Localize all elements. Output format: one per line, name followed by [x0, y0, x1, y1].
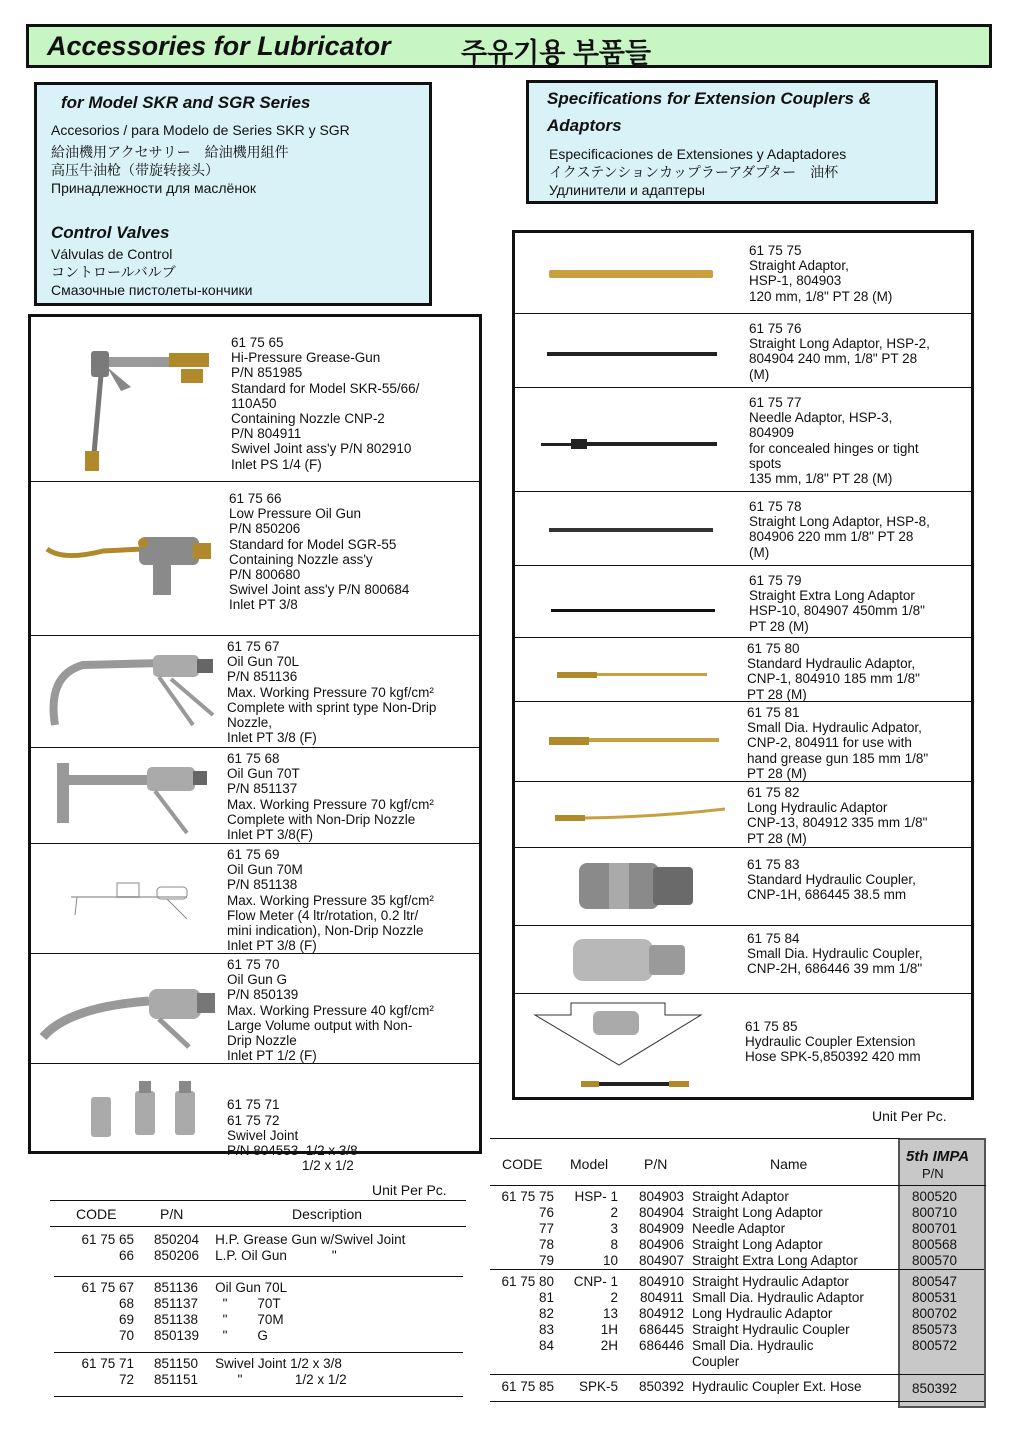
small-coupler-image [573, 935, 689, 990]
text-line: 851136 [154, 1280, 199, 1295]
control-valves-lines [51, 245, 253, 299]
text-line: P/N 851138 [227, 877, 298, 893]
text-line: CNP-2, 804911 for use with [747, 735, 912, 751]
text-line: 61 75 85 [501, 1379, 554, 1394]
text-line: 61 75 77 [749, 395, 802, 410]
text-line: Swivel Joint [227, 1127, 299, 1143]
adaptor-image [551, 601, 715, 619]
text-line: 61 75 85 [745, 1019, 798, 1034]
table-row [54, 1328, 463, 1344]
oil-gun-g-image [39, 967, 229, 1058]
product-text [749, 573, 925, 634]
right-info-heading-2: Adaptors [547, 116, 622, 135]
table-row [54, 1296, 463, 1312]
text-line: P/N 850206 [229, 521, 301, 537]
text-line: 61 75 65 [81, 1232, 134, 1247]
text-line: Large Volume output with Non- [227, 1017, 413, 1033]
text-line: Straight Long Adaptor [692, 1237, 823, 1252]
product-text [227, 639, 436, 745]
oil-gun-70l-image [43, 645, 223, 742]
col-header: CODE [76, 1206, 117, 1222]
text-line: 77 [538, 1221, 554, 1236]
text-line: 135 mm, 1/8" PT 28 (M) [749, 471, 893, 487]
unit-label-right: Unit Per Pc. [872, 1108, 947, 1124]
table-row [490, 1221, 984, 1237]
text-line: 61 75 71 [81, 1356, 134, 1371]
text-line: 2 [610, 1290, 618, 1305]
text-line: 804906 [638, 1237, 684, 1252]
text-line: 76 [538, 1205, 554, 1220]
text-line: Complete with Non-Drip Nozzle [227, 811, 416, 827]
impa-header: 5th IMPA [906, 1148, 970, 1165]
info-line: Принадлежности для маслёнок [51, 180, 256, 196]
text-line: 61 75 84 [747, 931, 800, 946]
text-line: Swivel Joint ass'y P/N 800684 [229, 582, 410, 598]
info-line: 高压牛油枪（带旋转接头） [51, 162, 219, 178]
text-line: Straight Extra Long Adaptor [692, 1253, 858, 1268]
text-line: 1H [600, 1322, 618, 1337]
text-line: 10 [602, 1253, 618, 1268]
text-line: Oil Gun 70L [227, 654, 300, 670]
table-row [490, 1338, 984, 1375]
col-header: Model [570, 1156, 609, 1172]
text-line: 61 75 80 [501, 1274, 554, 1289]
divider [50, 1200, 466, 1201]
text-line: Long Hydraulic Adaptor [692, 1306, 833, 1321]
text-line: Needle Adaptor, HSP-3, [749, 410, 893, 426]
text-line: 61 75 82 [747, 785, 800, 800]
text-line: P/N 851137 [227, 781, 298, 797]
text-line: P/N 804553 1/2 x 3/8 [227, 1143, 358, 1159]
text-line: 2 [610, 1205, 618, 1220]
text-line: CNP-13, 804912 335 mm 1/8" [747, 815, 928, 831]
text-line: Straight Adaptor [692, 1189, 789, 1204]
col-header: Name [770, 1156, 808, 1172]
product-text [227, 751, 434, 842]
text-line: 70 [118, 1328, 134, 1343]
text-line: 83 [538, 1322, 554, 1337]
info-line: Удлинители и адаптеры [549, 182, 705, 198]
text-line: 69 [118, 1312, 134, 1327]
text-line: 851151 [154, 1372, 199, 1387]
left-info-lines [51, 121, 350, 197]
product-item [515, 637, 971, 702]
text-line: spots [749, 455, 782, 471]
product-item [515, 847, 971, 926]
left-products-panel [28, 314, 482, 1174]
text-line: 800547 [912, 1274, 958, 1289]
text-line: Nozzle, [227, 715, 273, 731]
product-item [515, 233, 971, 314]
text-line: P/N 804911 [231, 426, 302, 442]
text-line: " 70T [215, 1296, 281, 1311]
table-row [490, 1270, 984, 1291]
text-line: Hi-Pressure Grease-Gun [231, 350, 381, 366]
col-header: CODE [502, 1156, 543, 1172]
impa-subheader: P/N [922, 1166, 944, 1181]
control-valves-heading: Control Valves [51, 223, 170, 242]
text-line: 686445 [638, 1322, 684, 1337]
text-line: (M) [749, 544, 770, 560]
text-line: Long Hydraulic Adaptor [747, 800, 888, 816]
product-item [31, 481, 479, 636]
table-row [490, 1253, 984, 1270]
product-item [31, 317, 479, 482]
text-line: H.P. Grease Gun w/Swivel Joint [215, 1232, 406, 1247]
text-line: Standard Hydraulic Adaptor, [747, 656, 916, 672]
table-row [54, 1232, 463, 1248]
table-row [54, 1356, 463, 1372]
text-line: Oil Gun 70T [227, 766, 300, 782]
product-text [749, 321, 930, 382]
oil-gun-70m-image [67, 867, 207, 932]
product-text [747, 785, 927, 846]
text-line: 800572 [912, 1338, 958, 1353]
product-item [515, 925, 971, 994]
text-line: 110A50 [231, 395, 277, 411]
text-line: Straight Long Adaptor [692, 1205, 823, 1220]
text-line: 61 75 67 [81, 1280, 134, 1295]
product-text [227, 957, 434, 1063]
text-line: PT 28 (M) [747, 686, 807, 702]
text-line: Small Dia. Hydraulic Coupler, [747, 946, 923, 962]
text-line: 850139 [154, 1328, 200, 1343]
text-line: Straight Long Adaptor, HSP-8, [749, 514, 930, 530]
table-row [54, 1312, 463, 1328]
text-line: 804906 220 mm 1/8" PT 28 [749, 529, 914, 545]
product-item [31, 843, 479, 954]
text-line: Standard for Model SKR-55/66/ [231, 380, 420, 396]
text-line: 66 [118, 1248, 134, 1263]
text-line: 851137 [154, 1296, 199, 1311]
text-line: 78 [538, 1237, 554, 1252]
text-line: P/N 851985 [231, 365, 303, 381]
text-line: Inlet PS 1/4 (F) [231, 456, 322, 472]
text-line: 120 mm, 1/8" PT 28 (M) [749, 288, 893, 304]
text-line: 804907 [638, 1253, 684, 1268]
text-line: 61 75 80 [747, 641, 800, 656]
text-line: Straight Adaptor, [749, 258, 849, 274]
text-line: Straight Hydraulic Coupler [692, 1322, 850, 1337]
hydraulic-adaptor-image [557, 667, 707, 685]
page-title: Accessories for Lubricator [47, 31, 391, 61]
text-line: CNP-2H, 686446 39 mm 1/8" [747, 961, 923, 977]
text-line: HSP-10, 804907 450mm 1/8" [749, 603, 925, 619]
text-line: Containing Nozzle CNP-2 [231, 411, 385, 427]
text-line: 61 75 83 [747, 857, 800, 872]
page-title-korean: 주유기용 부품들 [461, 38, 652, 68]
table-row [490, 1375, 984, 1402]
adaptor-image [549, 521, 713, 539]
text-line: 2H [600, 1338, 618, 1353]
info-line: Válvulas de Control [51, 246, 173, 262]
product-text [747, 931, 923, 977]
text-line: Swivel Joint ass'y P/N 802910 [231, 441, 412, 457]
text-line: 804904 240 mm, 1/8" PT 28 [749, 351, 918, 367]
text-line: Drip Nozzle [227, 1033, 297, 1049]
text-line: (M) [749, 366, 770, 382]
left-info-heading: for Model SKR and SGR Series [61, 93, 311, 112]
text-line: Max. Working Pressure 70 kgf/cm² [227, 796, 434, 812]
product-item [515, 313, 971, 388]
product-item [31, 635, 479, 748]
product-item [515, 701, 971, 782]
adaptor-image [547, 345, 717, 363]
needle-adaptor-image [541, 437, 717, 456]
product-item [515, 781, 971, 848]
divider [490, 1185, 986, 1186]
text-line: Standard Hydraulic Coupler, [747, 872, 916, 888]
text-line: 61 75 71 [227, 1097, 280, 1113]
col-header: P/N [644, 1156, 668, 1172]
product-text [229, 491, 409, 613]
text-line: 850392 [912, 1381, 958, 1396]
table-row [490, 1306, 984, 1322]
text-line: for concealed hinges or tight [749, 440, 919, 456]
long-hydraulic-adaptor-image [555, 805, 725, 830]
text-line: 81 [538, 1290, 554, 1305]
text-line: PT 28 (M) [749, 618, 809, 634]
text-line: Low Pressure Oil Gun [229, 506, 362, 522]
divider [490, 1138, 900, 1139]
product-text [747, 641, 920, 702]
text-line: 851138 [154, 1312, 199, 1327]
left-info-box [34, 82, 432, 306]
text-line: 61 75 78 [749, 499, 802, 514]
text-line: Straight Extra Long Adaptor [749, 588, 915, 604]
product-text [749, 243, 892, 304]
text-line: 800520 [912, 1189, 958, 1204]
product-text [749, 499, 930, 560]
text-line: " G [215, 1328, 268, 1343]
info-line: イクステンションカップラーアダプター 油杯 [549, 164, 839, 180]
text-line: 61 75 66 [229, 491, 282, 506]
text-line: 61 75 65 [231, 335, 284, 350]
table-row [490, 1189, 984, 1205]
right-products-panel [512, 230, 974, 1100]
product-item [31, 953, 479, 1064]
product-item [31, 1063, 479, 1174]
text-line: 804912 [638, 1306, 684, 1321]
text-line: Straight Long Adaptor, HSP-2, [749, 336, 930, 352]
text-line: 68 [118, 1296, 134, 1311]
text-line: 804911 [639, 1290, 684, 1305]
text-line: CNP-1H, 686445 38.5 mm [747, 887, 907, 903]
text-line: 61 75 69 [227, 847, 280, 862]
text-line: Hydraulic Coupler Extension [745, 1034, 916, 1050]
text-line: Standard for Model SGR-55 [229, 536, 397, 552]
text-line: P/N 800680 [229, 567, 301, 583]
text-line: 61 75 79 [749, 573, 802, 588]
text-line: PT 28 (M) [747, 830, 807, 846]
product-item [515, 993, 971, 1097]
text-line: 61 75 67 [227, 639, 280, 654]
hydraulic-coupler-image [579, 859, 699, 918]
info-line: コントロールバルブ [51, 264, 176, 280]
product-text [227, 1067, 358, 1204]
text-line: 800570 [912, 1253, 958, 1268]
text-line: Flow Meter (4 ltr/rotation, 0.2 ltr/ [227, 907, 419, 923]
text-line: 800531 [912, 1290, 958, 1305]
page-title-bar [26, 24, 992, 68]
table-row [490, 1237, 984, 1253]
text-line: 804904 [638, 1205, 684, 1220]
text-line: Complete with sprint type Non-Drip [227, 699, 437, 715]
product-text [749, 395, 919, 486]
table-row [54, 1280, 463, 1296]
text-line: P/N 850139 [227, 987, 299, 1003]
text-line: 84 [538, 1338, 554, 1353]
text-line: SPK-5 [578, 1379, 618, 1394]
text-line: 800710 [912, 1205, 958, 1220]
text-line: Straight Hydraulic Adaptor [692, 1274, 849, 1289]
text-line: Inlet PT 3/8 (F) [227, 938, 317, 954]
text-line: 804909 [749, 425, 795, 441]
text-line: Inlet PT 1/2 (F) [227, 1048, 317, 1064]
text-line: 61 75 75 [501, 1189, 554, 1204]
col-header: Description [292, 1206, 363, 1222]
product-text [747, 705, 928, 781]
text-line: L.P. Oil Gun " [215, 1248, 337, 1263]
right-info-box [526, 80, 938, 204]
text-line: 851150 [154, 1356, 199, 1371]
table-row [490, 1290, 984, 1306]
text-line: Needle Adaptor [692, 1221, 786, 1236]
text-line: Max. Working Pressure 70 kgf/cm² [227, 684, 434, 700]
text-line: 1/2 x 1/2 [227, 1158, 354, 1174]
product-item [515, 491, 971, 566]
text-line: Small Dia. Hydraulic Adpator, [747, 720, 922, 736]
product-text [747, 857, 916, 903]
info-line: Accesorios / para Modelo de Series SKR y SGR [51, 122, 350, 138]
text-line: 850204 [154, 1232, 200, 1247]
text-line: 61 75 68 [227, 751, 280, 766]
text-line: 804910 [638, 1274, 684, 1289]
text-line: 61 75 81 [747, 705, 800, 720]
right-spec-table [490, 1189, 984, 1402]
text-line: 800701 [912, 1221, 958, 1236]
text-line: Small Dia. Hydraulic Adaptor [692, 1290, 864, 1305]
text-line: Inlet PT 3/8 [229, 597, 298, 613]
text-line: Oil Gun 70M [227, 862, 303, 878]
text-line: 8 [610, 1237, 618, 1252]
product-text [227, 847, 434, 953]
text-line: 61 75 76 [749, 321, 802, 336]
oil-gun-70t-image [47, 755, 217, 844]
text-line: CNP-1, 804910 185 mm 1/8" [747, 671, 920, 687]
text-line: Inlet PT 3/8 (F) [227, 730, 317, 746]
table-row [490, 1322, 984, 1338]
text-line: Oil Gun G [227, 972, 288, 988]
product-item [515, 565, 971, 638]
grease-gun-image [71, 335, 221, 480]
text-line: Containing Nozzle ass'y [229, 551, 373, 567]
product-item [515, 387, 971, 492]
text-line: 686446 [638, 1338, 684, 1353]
hydraulic-adaptor-image [549, 733, 719, 752]
text-line: HSP- 1 [574, 1189, 618, 1204]
text-line: Small Dia. Hydraulic Coupler [692, 1338, 814, 1369]
text-line: 804909 [638, 1221, 684, 1236]
swivel-joint-image [83, 1077, 223, 1152]
text-line: 13 [602, 1306, 618, 1321]
text-line: 82 [538, 1306, 554, 1321]
text-line: hand grease gun 185 mm 1/8" [747, 750, 929, 766]
info-line: Especificaciones de Extensiones y Adaptadores [549, 146, 847, 162]
text-line: " 70M [215, 1312, 284, 1327]
text-line: 850206 [154, 1248, 200, 1263]
right-info-lines [549, 145, 846, 199]
text-line: 804903 [638, 1189, 684, 1204]
adaptor-image [549, 267, 713, 285]
text-line: 61 75 72 [227, 1112, 280, 1128]
product-text [745, 1019, 921, 1065]
text-line: mini indication), Non-Drip Nozzle [227, 923, 424, 939]
text-line: Hose SPK-5,850392 420 mm [745, 1049, 921, 1065]
product-item [31, 747, 479, 844]
col-header: P/N [160, 1206, 184, 1222]
text-line: HSP-1, 804903 [749, 273, 842, 289]
info-line: 給油機用アクセサリー 給油機用組件 [51, 144, 289, 160]
left-spec-table [54, 1232, 463, 1397]
text-line: PT 28 (M) [747, 765, 807, 781]
text-line: Swivel Joint 1/2 x 3/8 [215, 1356, 342, 1371]
unit-label-left: Unit Per Pc. [372, 1182, 447, 1198]
text-line: 800702 [912, 1306, 958, 1321]
text-line: " 1/2 x 1/2 [215, 1372, 347, 1387]
divider [50, 1226, 466, 1227]
text-line: 79 [538, 1253, 554, 1268]
text-line: 72 [118, 1372, 134, 1387]
text-line: 850392 [638, 1379, 684, 1394]
text-line: Oil Gun 70L [215, 1280, 288, 1295]
oil-gun-image [43, 521, 223, 606]
text-line: Hydraulic Coupler Ext. Hose [692, 1379, 862, 1394]
table-row [54, 1372, 463, 1388]
product-text [231, 335, 419, 472]
text-line: Max. Working Pressure 40 kgf/cm² [227, 1002, 434, 1018]
text-line: P/N 851136 [227, 669, 298, 685]
table-row [54, 1248, 463, 1264]
text-line: CNP- 1 [573, 1274, 618, 1289]
table-row [490, 1205, 984, 1221]
text-line: 800568 [912, 1237, 958, 1252]
text-line: 850573 [912, 1322, 958, 1337]
text-line: 61 75 75 [749, 243, 802, 258]
right-info-heading-1: Specifications for Extension Couplers & [547, 89, 872, 108]
text-line: Inlet PT 3/8(F) [227, 827, 314, 843]
text-line: 3 [610, 1221, 618, 1236]
text-line: 61 75 70 [227, 957, 280, 972]
info-line: Смазочные пистолеты-кончики [51, 282, 253, 298]
text-line: Max. Working Pressure 35 kgf/cm² [227, 892, 434, 908]
coupler-hose-image [533, 1001, 705, 1098]
